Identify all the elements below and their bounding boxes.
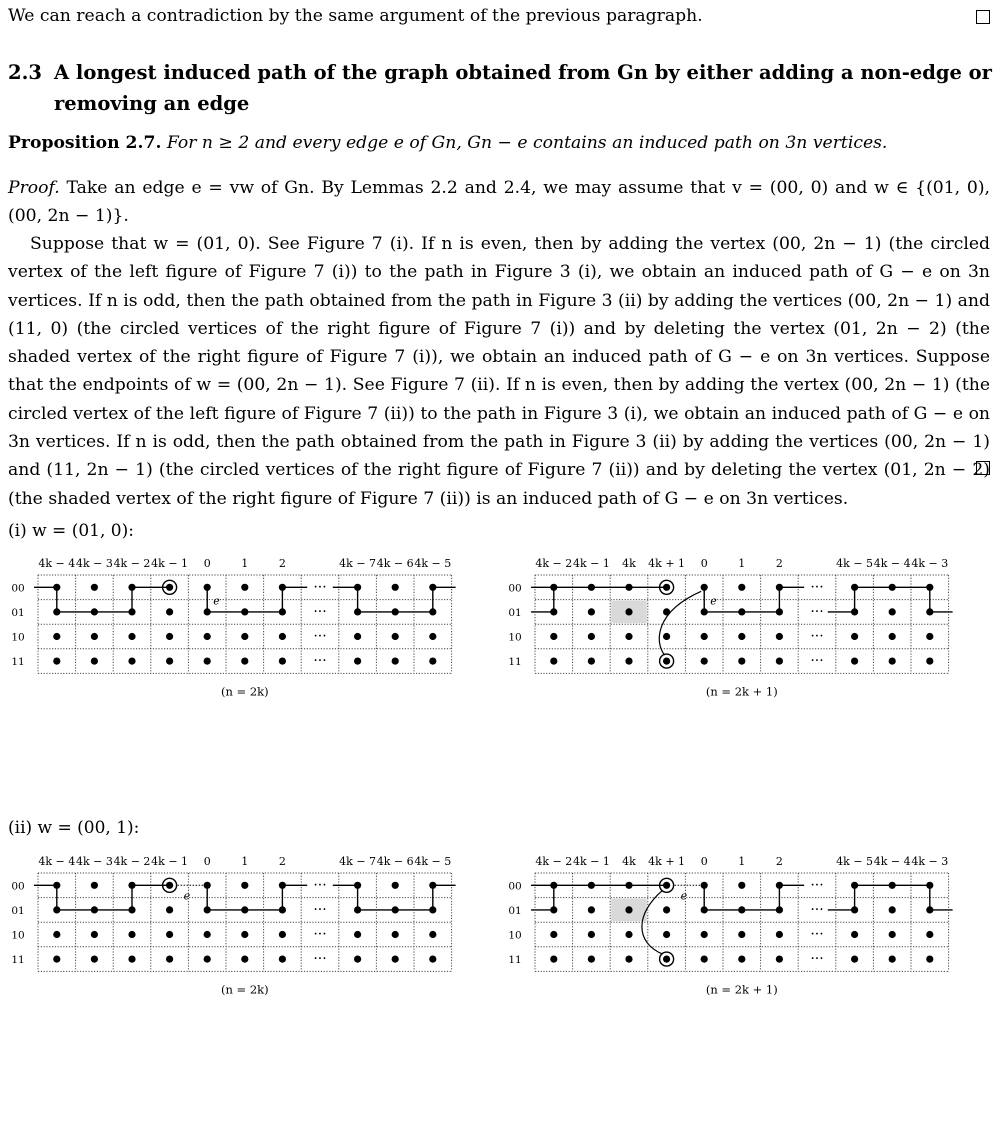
vertex <box>279 956 286 963</box>
column-label: 1 <box>241 557 249 570</box>
vertex <box>550 906 557 913</box>
vertex <box>53 931 60 938</box>
row-label-01: 01 <box>508 904 522 917</box>
row-label-11: 11 <box>11 656 25 669</box>
vertex <box>663 956 670 963</box>
vertex <box>429 633 436 640</box>
figure-caption: (n = 2k + 1) <box>705 684 778 699</box>
vertex <box>166 633 173 640</box>
vertex <box>354 882 361 889</box>
vertex <box>279 633 286 640</box>
vertex <box>166 956 173 963</box>
vertex <box>91 584 98 591</box>
vertex <box>851 931 858 938</box>
vertex <box>550 658 557 665</box>
vertex <box>701 658 708 665</box>
column-label: 1 <box>241 855 249 868</box>
column-label: 4k − 7 <box>339 557 377 570</box>
vertex <box>588 931 595 938</box>
column-label: 4k − 2 <box>113 557 151 570</box>
vertex <box>166 882 173 889</box>
ellipsis: ··· <box>810 579 824 596</box>
vertex <box>392 584 399 591</box>
vertex <box>392 931 399 938</box>
vertex <box>889 956 896 963</box>
ellipsis: ··· <box>810 951 824 968</box>
column-label: 4k − 2 <box>113 855 151 868</box>
column-label: 4k − 3 <box>75 855 113 868</box>
vertex <box>354 608 361 615</box>
vertex <box>53 956 60 963</box>
column-label: 4k − 5 <box>836 855 874 868</box>
vertex <box>128 608 135 615</box>
column-label: 4k − 1 <box>151 855 189 868</box>
vertex <box>701 956 708 963</box>
row-label-00: 00 <box>11 582 25 595</box>
vertex <box>776 584 783 591</box>
vertex <box>204 931 211 938</box>
ellipsis: ··· <box>313 603 327 620</box>
vertex <box>429 956 436 963</box>
column-label: 4k + 1 <box>648 557 686 570</box>
figure-caption: (n = 2k) <box>220 684 269 699</box>
column-label: 4k − 3 <box>911 557 949 570</box>
vertex <box>279 608 286 615</box>
column-label: 4k − 2 <box>535 557 573 570</box>
vertex <box>851 956 858 963</box>
vertex <box>625 931 632 938</box>
ellipsis: ··· <box>313 653 327 670</box>
panel-ii-odd <box>531 873 953 971</box>
row-label-10: 10 <box>11 631 25 644</box>
vertex <box>91 608 98 615</box>
column-label: 4k − 4 <box>38 855 76 868</box>
row-label-00: 00 <box>508 880 522 893</box>
vertex <box>128 584 135 591</box>
ellipsis: ··· <box>810 877 824 894</box>
column-label: 4k − 1 <box>572 855 610 868</box>
vertex <box>851 658 858 665</box>
ellipsis: ··· <box>810 653 824 670</box>
vertex <box>91 956 98 963</box>
column-label: 4k − 4 <box>873 557 911 570</box>
vertex <box>889 608 896 615</box>
vertex <box>588 956 595 963</box>
vertex <box>738 584 745 591</box>
proposition-label: Proposition 2.7. <box>8 133 162 153</box>
vertex <box>851 882 858 889</box>
vertex <box>663 906 670 913</box>
column-label: 4k − 4 <box>873 855 911 868</box>
vertex <box>204 608 211 615</box>
ellipsis: ··· <box>313 951 327 968</box>
edge-label: e <box>710 594 717 608</box>
panel-i-odd <box>531 575 953 673</box>
vertex <box>663 633 670 640</box>
row-label-11: 11 <box>508 656 522 669</box>
vertex <box>776 956 783 963</box>
vertex <box>738 882 745 889</box>
vertex <box>550 584 557 591</box>
vertex <box>550 882 557 889</box>
vertex <box>926 608 933 615</box>
proposition-text: For n ≥ 2 and every edge e of Gn, Gn − e contains an induced path on 3n vertices. <box>166 133 888 153</box>
row-label-10: 10 <box>11 929 25 942</box>
vertex <box>392 882 399 889</box>
vertex <box>241 608 248 615</box>
vertex <box>279 906 286 913</box>
ellipsis: ··· <box>810 603 824 620</box>
vertex <box>392 633 399 640</box>
column-label: 4k − 1 <box>151 557 189 570</box>
vertex <box>128 931 135 938</box>
column-label: 2 <box>278 855 286 868</box>
column-label: 4k − 5 <box>414 557 452 570</box>
vertex <box>392 608 399 615</box>
vertex <box>588 633 595 640</box>
vertex <box>354 584 361 591</box>
vertex <box>625 608 632 615</box>
ellipsis: ··· <box>313 901 327 918</box>
column-label: 0 <box>203 855 211 868</box>
ellipsis: ··· <box>810 926 824 943</box>
vertex <box>663 931 670 938</box>
vertex <box>663 584 670 591</box>
vertex <box>354 906 361 913</box>
column-label: 4k − 4 <box>38 557 76 570</box>
vertex <box>53 633 60 640</box>
vertex <box>392 906 399 913</box>
proof-text-2: Suppose that w = (01, 0). See Figure 7 (i). If n is even, then by adding the vertex (00, 2n − 1) (the circled vertex of the left figure of Figure 7 (i)) to the path in Figure 3 (i), we obtain an induced path of G − e on 3n vertices. If n is odd, then the path obtained from the path in Figure 3 (ii) by adding the vertices (00, 2n − 1) and (11, 0) (the circled vertices of the right figure of Figure 7 (i)) and by deleting the vertex (01, 2n − 2) (the shaded vertex of the right figure of Figure 7 (i)), we obtain an induced path of G − e on 3n vertices. Suppose that the endpoints of w = (00, 2n − 1). See Figure 7 (ii). If n is even, then by adding the vertex (00, 2n − 1) (the circled vertex of the left figure of Figure 7 (ii)) to the path in Figure 3 (i), we obtain an induced path of G − e on 3n vertices. If n is odd, then the path obtained from the path in Figure 3 (ii) by adding the vertices (00, 2n − 1) and (11, 2n − 1) (the circled vertices of the right figure of Figure 7 (ii)) and by deleting the vertex (01, 2n − 2) (the shaded vertex of the right figure of Figure 7 (ii)) is an induced path of G − e on 3n vertices. <box>8 234 990 509</box>
vertex <box>128 658 135 665</box>
column-label: 2 <box>775 855 783 868</box>
vertex <box>241 633 248 640</box>
column-label: 4k − 5 <box>414 855 452 868</box>
vertex <box>241 956 248 963</box>
vertex <box>889 633 896 640</box>
vertex <box>241 906 248 913</box>
column-label: 1 <box>738 557 746 570</box>
vertex <box>128 906 135 913</box>
ellipsis: ··· <box>313 926 327 943</box>
ellipsis: ··· <box>810 901 824 918</box>
vertex <box>91 882 98 889</box>
column-label: 4k − 3 <box>75 557 113 570</box>
vertex <box>429 658 436 665</box>
vertex <box>889 906 896 913</box>
vertex <box>588 882 595 889</box>
vertex <box>550 931 557 938</box>
row-label-11: 11 <box>11 954 25 967</box>
row-label-00: 00 <box>11 880 25 893</box>
vertex <box>776 882 783 889</box>
vertex <box>429 608 436 615</box>
vertex <box>738 956 745 963</box>
vertex <box>926 882 933 889</box>
vertex <box>625 633 632 640</box>
vertex <box>91 931 98 938</box>
vertex <box>91 633 98 640</box>
proof-label: Proof. <box>8 178 60 198</box>
vertex <box>166 658 173 665</box>
column-label: 2 <box>278 557 286 570</box>
row-label-01: 01 <box>11 904 25 917</box>
column-label: 4k − 3 <box>911 855 949 868</box>
vertex <box>279 882 286 889</box>
section-title: A longest induced path of the graph obtained from Gn by either adding a non-edge or removing an edge <box>54 61 992 115</box>
vertex <box>354 658 361 665</box>
vertex <box>926 931 933 938</box>
vertex <box>429 906 436 913</box>
vertex <box>625 956 632 963</box>
vertex <box>738 931 745 938</box>
vertex <box>53 608 60 615</box>
column-label: 4k − 2 <box>535 855 573 868</box>
vertex <box>701 931 708 938</box>
vertex <box>392 658 399 665</box>
section-number: 2.3 <box>8 61 42 84</box>
row-label-01: 01 <box>508 606 522 619</box>
vertex <box>128 956 135 963</box>
row-label-00: 00 <box>508 582 522 595</box>
vertex <box>429 931 436 938</box>
vertex <box>926 906 933 913</box>
vertex <box>663 882 670 889</box>
column-label: 4k <box>622 557 636 570</box>
vertex <box>279 931 286 938</box>
vertex <box>128 882 135 889</box>
vertex <box>204 584 211 591</box>
column-label: 4k + 1 <box>648 855 686 868</box>
vertex <box>701 584 708 591</box>
vertex <box>550 633 557 640</box>
vertex <box>701 608 708 615</box>
vertex <box>738 658 745 665</box>
column-label: 0 <box>700 855 708 868</box>
column-label: 2 <box>775 557 783 570</box>
vertex <box>53 658 60 665</box>
vertex <box>738 633 745 640</box>
vertex <box>851 608 858 615</box>
vertex <box>776 608 783 615</box>
vertex <box>625 584 632 591</box>
vertex <box>663 658 670 665</box>
column-label: 4k − 6 <box>376 557 414 570</box>
figure-caption: (n = 2k + 1) <box>705 982 778 997</box>
vertex <box>550 956 557 963</box>
vertex <box>91 658 98 665</box>
curved-edge <box>659 591 701 655</box>
ellipsis: ··· <box>810 628 824 645</box>
panel-ii-even <box>34 873 456 971</box>
vertex <box>588 658 595 665</box>
vertex <box>776 906 783 913</box>
vertex <box>889 931 896 938</box>
vertex <box>241 584 248 591</box>
vertex <box>166 906 173 913</box>
vertex <box>204 906 211 913</box>
vertex <box>241 882 248 889</box>
panel-i-even <box>34 575 456 673</box>
vertex <box>166 608 173 615</box>
ellipsis: ··· <box>313 579 327 596</box>
vertex <box>53 882 60 889</box>
proof-text-1: Take an edge e = vw of Gn. By Lemmas 2.2 and 2.4, we may assume that v = (00, 0) and w ∈ {(01, 0), (00, 2n − 1)}. <box>8 178 990 227</box>
vertex <box>204 633 211 640</box>
vertex <box>588 906 595 913</box>
vertex <box>889 658 896 665</box>
figure-part-ii-label: (ii) w = (00, 1): <box>8 818 140 838</box>
vertex <box>588 584 595 591</box>
column-label: 4k − 7 <box>339 855 377 868</box>
vertex <box>279 584 286 591</box>
vertex <box>354 633 361 640</box>
vertex <box>625 906 632 913</box>
vertex <box>926 584 933 591</box>
vertex <box>889 882 896 889</box>
vertex <box>663 608 670 615</box>
vertex <box>701 633 708 640</box>
vertex <box>392 956 399 963</box>
vertex <box>701 906 708 913</box>
vertex <box>166 584 173 591</box>
column-label: 0 <box>700 557 708 570</box>
vertex <box>625 658 632 665</box>
edge-label: e <box>213 594 220 608</box>
vertex <box>738 906 745 913</box>
row-label-01: 01 <box>11 606 25 619</box>
vertex <box>701 882 708 889</box>
column-label: 4k − 6 <box>376 855 414 868</box>
top-line-text: We can reach a contradiction by the same argument of the previous paragraph. <box>8 6 703 26</box>
ellipsis: ··· <box>313 628 327 645</box>
vertex <box>776 931 783 938</box>
column-label: 1 <box>738 855 746 868</box>
vertex <box>926 633 933 640</box>
row-label-10: 10 <box>508 929 522 942</box>
vertex <box>429 584 436 591</box>
vertex <box>53 906 60 913</box>
vertex <box>429 882 436 889</box>
column-label: 4k − 5 <box>836 557 874 570</box>
figure-caption: (n = 2k) <box>220 982 269 997</box>
vertex <box>53 584 60 591</box>
ellipsis: ··· <box>313 877 327 894</box>
vertex <box>204 658 211 665</box>
vertex <box>851 906 858 913</box>
vertex <box>588 608 595 615</box>
edge-label: e <box>680 889 688 903</box>
vertex <box>926 658 933 665</box>
vertex <box>279 658 286 665</box>
figure-part-i-label: (i) w = (01, 0): <box>8 521 134 541</box>
vertex <box>241 931 248 938</box>
vertex <box>204 882 211 889</box>
vertex <box>128 633 135 640</box>
vertex <box>91 906 98 913</box>
column-label: 4k − 1 <box>572 557 610 570</box>
vertex <box>241 658 248 665</box>
edge-label: e <box>183 889 191 903</box>
vertex <box>776 633 783 640</box>
column-label: 4k <box>622 855 636 868</box>
row-label-10: 10 <box>508 631 522 644</box>
vertex <box>851 633 858 640</box>
vertex <box>204 956 211 963</box>
column-label: 0 <box>203 557 211 570</box>
vertex <box>550 608 557 615</box>
vertex <box>354 931 361 938</box>
vertex <box>889 584 896 591</box>
vertex <box>625 882 632 889</box>
row-label-11: 11 <box>508 954 522 967</box>
vertex <box>851 584 858 591</box>
vertex <box>354 956 361 963</box>
vertex <box>776 658 783 665</box>
vertex <box>926 956 933 963</box>
vertex <box>166 931 173 938</box>
vertex <box>738 608 745 615</box>
